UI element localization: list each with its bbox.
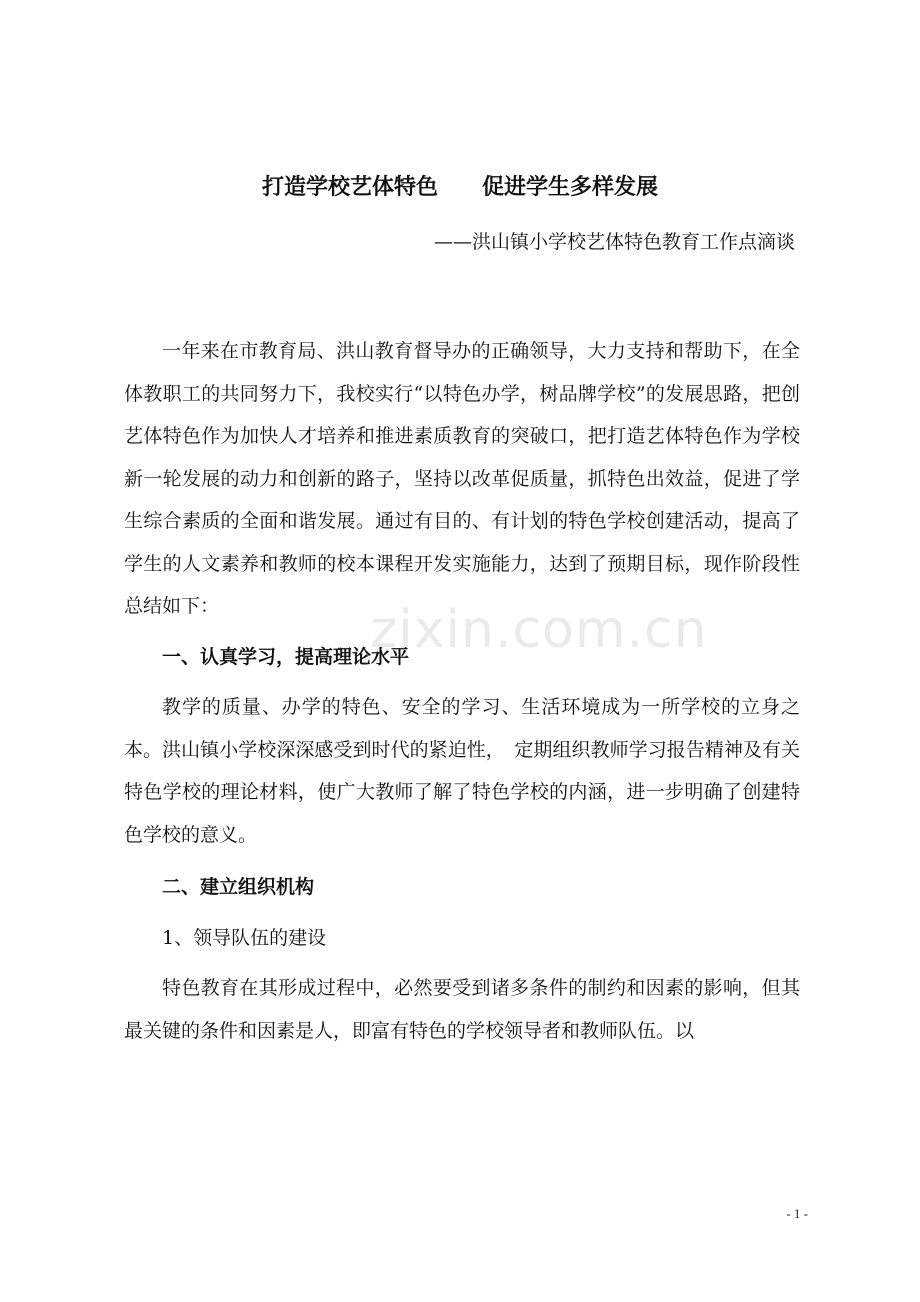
section2-paragraph: 特色教育在其形成过程中，必然要受到诸多条件的制约和因素的影响，但其最关键的条件和因素是人，即富有特色的学校领导者和教师队伍。以 bbox=[124, 977, 800, 1042]
page-number: - 1 - bbox=[786, 1206, 808, 1221]
section1-heading: 一、认真学习，提高理论水平 bbox=[162, 645, 410, 668]
document-subtitle: ——洪山镇小学校艺体特色教育工作点滴谈 bbox=[433, 231, 795, 253]
watermark: zixin.com.cn bbox=[370, 600, 708, 660]
section2-heading: 二、建立组织机构 bbox=[162, 876, 315, 898]
document-title: 打造学校艺体特色 促进学生多样发展 bbox=[261, 175, 658, 200]
section2-subheading: 1、领导队伍的建设 bbox=[162, 926, 327, 949]
intro-paragraph: 一年来在市教育局、洪山教育督导办的正确领导，大力支持和帮助下，在全体教职工的共同努力下，我校实行“以特色办学，树品牌学校”的发展思路，把创艺体特色作为加快人才培养和推进素质教育的突破口，把打造艺体特色作为学校新一轮发展的动力和创新的路子，坚持以改革促质量，抓特色出效益，促进了学生综合素质的全面和谐发展。通过有目的、有计划的特色学校创建活动，提高了学生的人文素养和教师的校本课程开发实施能力，达到了预期目标，现作阶段性总结如下： bbox=[124, 340, 800, 617]
section1-paragraph: 教学的质量、办学的特色、安全的学习、生活环境成为一所学校的立身之本。洪山镇小学校深深感受到时代的紧迫性， 定期组织教师学习报告精神及有关特色学校的理论材料，使广大教师了解了特色学校的内涵，进一步明确了创建特色学校的意义。 bbox=[124, 696, 800, 846]
document-body bbox=[124, 330, 800, 1052]
